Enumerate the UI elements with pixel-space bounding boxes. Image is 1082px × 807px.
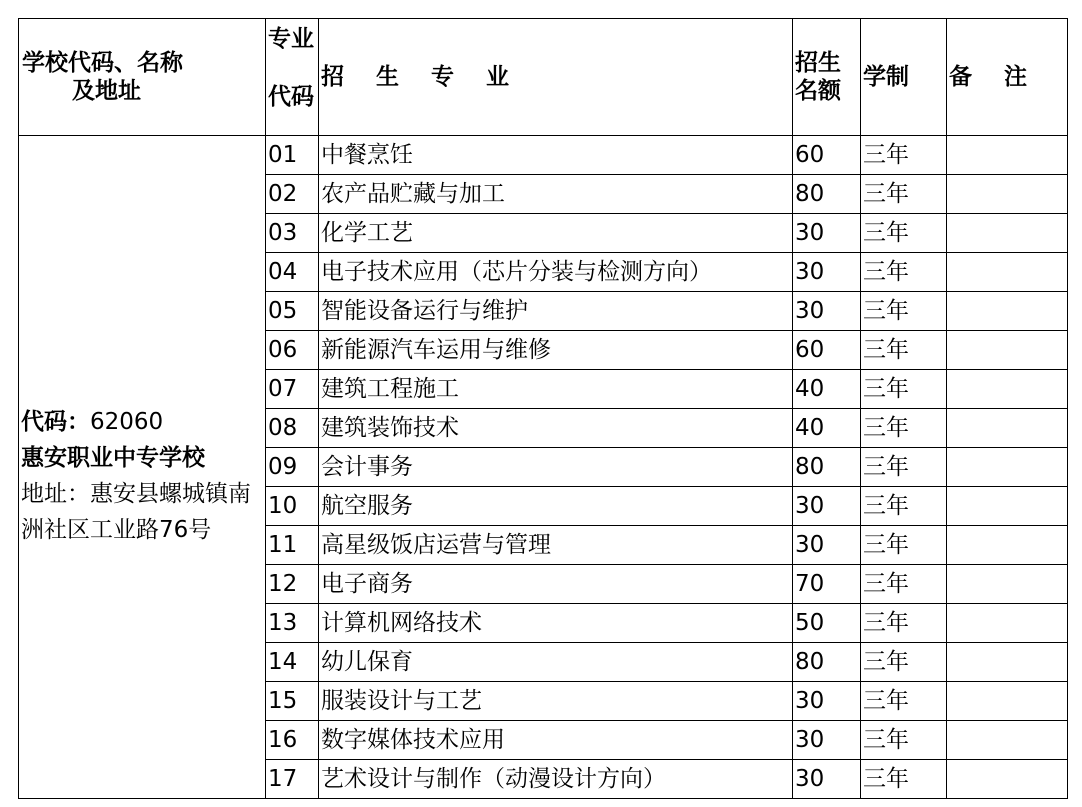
quota-cell: 30 bbox=[793, 292, 861, 331]
major-code-cell: 01 bbox=[266, 136, 319, 175]
major-code-cell: 08 bbox=[266, 409, 319, 448]
remark-cell bbox=[947, 448, 1068, 487]
major-name-cell: 航空服务 bbox=[319, 487, 793, 526]
major-name-cell: 会计事务 bbox=[319, 448, 793, 487]
major-name-cell: 中餐烹饪 bbox=[319, 136, 793, 175]
quota-cell: 40 bbox=[793, 409, 861, 448]
header-quota-line1: 招生 bbox=[795, 50, 841, 76]
quota-cell: 60 bbox=[793, 136, 861, 175]
header-code-line2: 代码 bbox=[268, 84, 314, 110]
major-name-cell: 化学工艺 bbox=[319, 214, 793, 253]
header-major-code bbox=[266, 19, 319, 136]
major-name-cell: 建筑工程施工 bbox=[319, 370, 793, 409]
header-code-line1: 专业 bbox=[268, 26, 314, 52]
enrollment-table bbox=[18, 18, 1068, 799]
school-address-line2: 洲社区工业路76号 bbox=[21, 517, 212, 543]
major-code-cell: 04 bbox=[266, 253, 319, 292]
remark-cell bbox=[947, 721, 1068, 760]
quota-cell: 30 bbox=[793, 487, 861, 526]
major-name-cell: 高星级饭店运营与管理 bbox=[319, 526, 793, 565]
duration-cell: 三年 bbox=[861, 565, 947, 604]
duration-cell: 三年 bbox=[861, 331, 947, 370]
remark-cell bbox=[947, 643, 1068, 682]
remark-cell bbox=[947, 136, 1068, 175]
duration-cell: 三年 bbox=[861, 175, 947, 214]
remark-cell bbox=[947, 682, 1068, 721]
major-code-cell: 10 bbox=[266, 487, 319, 526]
duration-cell: 三年 bbox=[861, 214, 947, 253]
major-code-cell: 03 bbox=[266, 214, 319, 253]
quota-cell: 60 bbox=[793, 331, 861, 370]
school-address-line1: 地址：惠安县螺城镇南 bbox=[21, 481, 251, 507]
duration-cell: 三年 bbox=[861, 136, 947, 175]
duration-cell: 三年 bbox=[861, 409, 947, 448]
table-body bbox=[19, 136, 1068, 799]
table-row bbox=[19, 136, 1068, 175]
school-code-label: 代码： bbox=[21, 409, 90, 435]
duration-cell: 三年 bbox=[861, 526, 947, 565]
quota-cell: 30 bbox=[793, 760, 861, 799]
quota-cell: 80 bbox=[793, 175, 861, 214]
major-code-cell: 09 bbox=[266, 448, 319, 487]
major-code-cell: 06 bbox=[266, 331, 319, 370]
duration-cell: 三年 bbox=[861, 760, 947, 799]
major-code-cell: 15 bbox=[266, 682, 319, 721]
remark-cell bbox=[947, 292, 1068, 331]
remark-cell bbox=[947, 565, 1068, 604]
header-major: 招 生 专 业 bbox=[319, 19, 793, 136]
quota-cell: 50 bbox=[793, 604, 861, 643]
duration-cell: 三年 bbox=[861, 370, 947, 409]
quota-cell: 30 bbox=[793, 682, 861, 721]
remark-cell bbox=[947, 214, 1068, 253]
school-name: 惠安职业中专学校 bbox=[21, 445, 205, 471]
school-code-value: 62060 bbox=[90, 409, 164, 435]
major-name-cell: 建筑装饰技术 bbox=[319, 409, 793, 448]
quota-cell: 30 bbox=[793, 526, 861, 565]
duration-cell: 三年 bbox=[861, 487, 947, 526]
remark-cell bbox=[947, 526, 1068, 565]
header-school-line2: 及地址 bbox=[72, 78, 141, 104]
major-code-cell: 05 bbox=[266, 292, 319, 331]
header-quota-line2: 名额 bbox=[795, 78, 841, 104]
duration-cell: 三年 bbox=[861, 682, 947, 721]
quota-cell: 80 bbox=[793, 643, 861, 682]
duration-cell: 三年 bbox=[861, 721, 947, 760]
quota-cell: 70 bbox=[793, 565, 861, 604]
remark-cell bbox=[947, 487, 1068, 526]
major-name-cell: 计算机网络技术 bbox=[319, 604, 793, 643]
remark-cell bbox=[947, 253, 1068, 292]
major-name-cell: 农产品贮藏与加工 bbox=[319, 175, 793, 214]
major-code-cell: 16 bbox=[266, 721, 319, 760]
school-info-cell bbox=[19, 136, 266, 799]
remark-cell bbox=[947, 409, 1068, 448]
remark-cell bbox=[947, 604, 1068, 643]
major-name-cell: 智能设备运行与维护 bbox=[319, 292, 793, 331]
major-name-cell: 艺术设计与制作（动漫设计方向） bbox=[319, 760, 793, 799]
remark-cell bbox=[947, 370, 1068, 409]
major-name-cell: 电子商务 bbox=[319, 565, 793, 604]
major-code-cell: 12 bbox=[266, 565, 319, 604]
header-quota bbox=[793, 19, 861, 136]
major-name-cell: 电子技术应用（芯片分装与检测方向） bbox=[319, 253, 793, 292]
major-code-cell: 07 bbox=[266, 370, 319, 409]
quota-cell: 40 bbox=[793, 370, 861, 409]
major-name-cell: 服装设计与工艺 bbox=[319, 682, 793, 721]
quota-cell: 80 bbox=[793, 448, 861, 487]
quota-cell: 30 bbox=[793, 214, 861, 253]
quota-cell: 30 bbox=[793, 721, 861, 760]
remark-cell bbox=[947, 175, 1068, 214]
header-school bbox=[19, 19, 266, 136]
duration-cell: 三年 bbox=[861, 292, 947, 331]
major-code-cell: 02 bbox=[266, 175, 319, 214]
duration-cell: 三年 bbox=[861, 448, 947, 487]
duration-cell: 三年 bbox=[861, 253, 947, 292]
header-row bbox=[19, 19, 1068, 136]
duration-cell: 三年 bbox=[861, 643, 947, 682]
remark-cell bbox=[947, 760, 1068, 799]
major-code-cell: 14 bbox=[266, 643, 319, 682]
major-name-cell: 数字媒体技术应用 bbox=[319, 721, 793, 760]
major-code-cell: 17 bbox=[266, 760, 319, 799]
major-code-cell: 11 bbox=[266, 526, 319, 565]
major-code-cell: 13 bbox=[266, 604, 319, 643]
header-remark: 备 注 bbox=[947, 19, 1068, 136]
duration-cell: 三年 bbox=[861, 604, 947, 643]
remark-cell bbox=[947, 331, 1068, 370]
header-school-line1: 学校代码、名称 bbox=[22, 50, 183, 76]
major-name-cell: 新能源汽车运用与维修 bbox=[319, 331, 793, 370]
quota-cell: 30 bbox=[793, 253, 861, 292]
major-name-cell: 幼儿保育 bbox=[319, 643, 793, 682]
header-duration: 学制 bbox=[861, 19, 947, 136]
